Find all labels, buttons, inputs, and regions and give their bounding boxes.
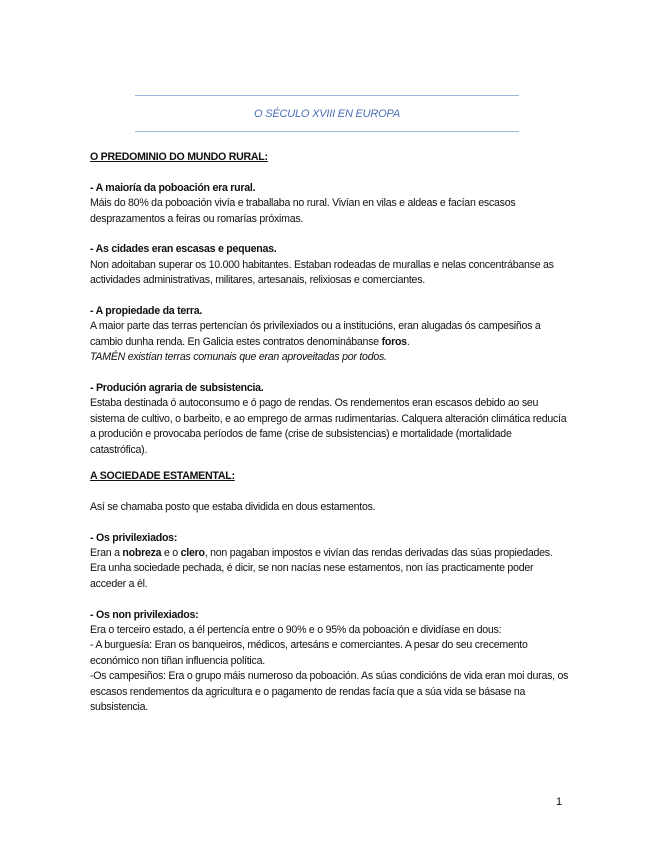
privileged-text-1: Eran a xyxy=(90,547,123,560)
paragraph-estate-intro: Así se chamaba posto que estaba dividida en dous estamentos. xyxy=(90,500,376,513)
paragraph-non-privileged: Era o terceiro estado, a él pertencía entre o 90% e o 95% da poboación e dividíase en dous: xyxy=(90,624,502,637)
term-clergy: clero xyxy=(180,547,205,560)
paragraph-peasants: -Os campesiños: Era o grupo máis numeroso da poboación. As súas condicións de vida eran moi duras, os escasos rendementos da agricultura e o pagamento de rendas facía que a súa vida se básase na subsistencia. xyxy=(90,670,569,714)
paragraph-rural-population: Máis do 80% da poboación vivía e traballaba no rural. Vivían en vilas e aldeas e facían escasos desprazamentos a feiras ou romarías próximas. xyxy=(90,197,516,225)
paragraph-communal-lands xyxy=(90,350,570,365)
subheading-non-privileged: - Os non privilexiados: xyxy=(90,608,199,621)
section-heading-rural-world: O PREDOMINIO DO MUNDO RURAL: xyxy=(90,151,268,163)
land-text-end: . xyxy=(406,335,410,348)
term-foros: foros xyxy=(381,335,407,348)
title-bottom-rule xyxy=(135,131,519,132)
subheading-rural-population: - A maioría da poboación era rural. xyxy=(90,181,256,194)
subheading-subsistence-agriculture: - Produción agraria de subsistencia. xyxy=(90,382,264,395)
paragraph-subsistence-agriculture: Estaba destinada ó autoconsumo e ó pago de rendas. Os rendementos eran escasos debido ao seu sistema de cultivo, o barbeito, e ao emprego de armas rudimentarias. Calquera alteración climática reducía a produción e provocaba períodos de fame (crise de subsistencias) e mortalidade (mortalidade catastrófica). xyxy=(90,397,567,456)
title-top-rule xyxy=(135,95,519,96)
document-body xyxy=(90,150,570,716)
paragraph-land-ownership xyxy=(90,319,570,350)
subheading-land-ownership: - A propiedade da terra. xyxy=(90,305,203,318)
subheading-cities: - As cidades eran escasas e pequenas. xyxy=(90,243,277,256)
term-nobility: nobreza xyxy=(122,547,162,560)
subheading-privileged: - Os privilexiados: xyxy=(90,531,178,544)
land-text-start: A maior parte das terras pertencían ós privilexiados ou a institucións, eran alugadas ós campesiños a cambio dunha renda. En Galicia estes contratos denominábanse xyxy=(90,320,541,348)
page-number: 1 xyxy=(556,796,563,808)
communal-lands-text: TAMÉN existían terras comunais que eran aproveitadas por todos. xyxy=(90,351,387,364)
paragraph-bourgeoisie: - A burguesía: Eran os banqueiros, médicos, artesáns e comerciantes. A pesar do seu crecemento económico non tiñan influencia política. xyxy=(90,639,528,667)
paragraph-cities: Non adoitaban superar os 10.000 habitantes. Estaban rodeadas de murallas e nelas concentrábanse as actividades administrativas, militares, artesanais, relixiosas e comerciantes. xyxy=(90,258,554,287)
section-heading-estate-society: A SOCIEDADE ESTAMENTAL: xyxy=(90,470,235,483)
paragraph-privileged xyxy=(90,546,570,592)
privileged-text-2: e o xyxy=(161,547,181,560)
privileged-text-3: , non pagaban impostos e vivían das rendas derivadas das súas propiedades. Era unha sociedade pechada, é dicir, se non nacías nese estamentos, non ías practicamente poder acceder a él. xyxy=(90,547,553,590)
document-title: O SÉCULO XVIII EN EUROPA xyxy=(254,108,400,120)
